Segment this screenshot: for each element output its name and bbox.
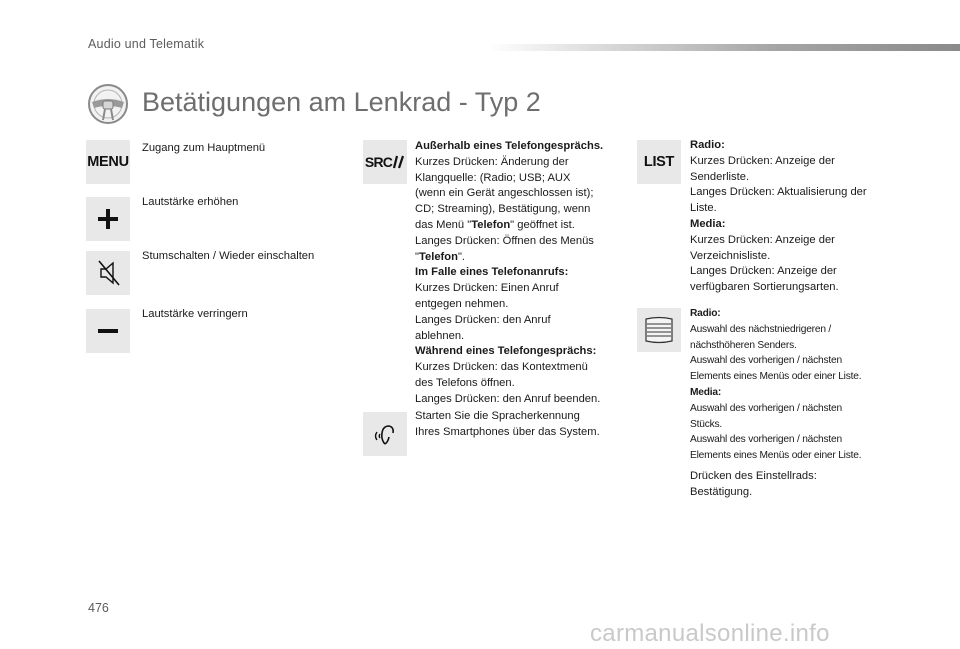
- thumbwheel-description-line: Auswahl des vorherigen / nächsten: [690, 355, 842, 367]
- src-description-line: das Menü "Telefon" geöffnet ist.: [415, 218, 575, 231]
- list-description-line: Liste.: [690, 202, 717, 215]
- thumbwheel-description-line: Auswahl des vorherigen / nächsten: [690, 402, 842, 414]
- voice-description-line: Ihres Smartphones über das System.: [415, 425, 600, 438]
- thumbwheel-press-description: [690, 469, 900, 501]
- menu-button-label: MENU: [87, 154, 129, 170]
- src-description-line: Langes Drücken: den Anruf: [415, 313, 551, 326]
- volume-up-description: Lautstärke erhöhen: [142, 196, 239, 208]
- list-description-line: Radio:: [690, 139, 725, 151]
- header-gradient-bar: [488, 44, 960, 51]
- list-button: [637, 140, 681, 184]
- src-description-line: "Telefon".: [415, 250, 466, 263]
- steering-wheel-icon: [86, 82, 130, 126]
- list-description-line: Senderliste.: [690, 170, 750, 183]
- page-number: 476: [88, 601, 109, 615]
- minus-icon: [97, 320, 119, 342]
- src-description-line: Klangquelle: (Radio; USB; AUX: [415, 171, 571, 184]
- src-description-line: Langes Drücken: Öffnen des Menüs: [415, 234, 594, 247]
- menu-description: Zugang zum Hauptmenü: [142, 142, 266, 154]
- thumbwheel-description-line: nächsthöheren Senders.: [690, 339, 797, 351]
- src-button-label: SRC: [364, 154, 393, 170]
- src-description-line: Während eines Telefongesprächs:: [415, 345, 597, 358]
- thumbwheel-description-line: Media:: [690, 386, 722, 398]
- volume-down-description: Lautstärke verringern: [142, 308, 248, 320]
- thumbwheel-press-line: Drücken des Einstellrads:: [690, 470, 817, 482]
- thumbwheel-button: [637, 308, 681, 352]
- src-description-line: CD; Streaming), Bestätigung, wenn: [415, 203, 591, 216]
- mute-button: [86, 251, 130, 295]
- phone-slash-icon: [393, 154, 405, 170]
- thumbwheel-description: [690, 306, 910, 464]
- mute-icon: [94, 258, 122, 288]
- thumbwheel-press-line: Bestätigung.: [690, 485, 753, 498]
- src-description-line: (wenn ein Gerät angeschlossen ist);: [415, 187, 594, 200]
- src-description-line: Kurzes Drücken: das Kontextmenü: [415, 361, 588, 374]
- src-description-line: Kurzes Drücken: Einen Anruf: [415, 282, 559, 295]
- src-description-line: entgegen nehmen.: [415, 297, 509, 310]
- voice-description: [415, 409, 625, 441]
- voice-command-button: [363, 412, 407, 456]
- list-description-line: Kurzes Drücken: Anzeige der: [690, 233, 835, 246]
- menu-button: [86, 140, 130, 184]
- thumbwheel-description-line: Stücks.: [690, 418, 723, 430]
- list-description-line: Langes Drücken: Anzeige der: [690, 265, 837, 278]
- src-description-line: des Telefons öffnen.: [415, 376, 515, 389]
- mute-description: Stumschalten / Wieder einschalten: [142, 250, 315, 262]
- watermark: carmanualsonline.info: [590, 620, 830, 647]
- list-description-line: Langes Drücken: Aktualisierung der: [690, 186, 867, 199]
- list-description: [690, 138, 900, 296]
- src-description-line: ablehnen.: [415, 329, 465, 342]
- section-header: Audio und Telematik: [88, 37, 205, 51]
- volume-up-button: [86, 197, 130, 241]
- src-description: [415, 139, 625, 408]
- thumbwheel-icon: [643, 316, 675, 344]
- list-button-label: LIST: [643, 154, 675, 170]
- src-description-line: Kurzes Drücken: Änderung der: [415, 155, 569, 168]
- list-description-line: Kurzes Drücken: Anzeige der: [690, 154, 835, 167]
- src-description-line: Im Falle eines Telefonanrufs:: [415, 266, 569, 279]
- voice-description-line: Starten Sie die Spracherkennung: [415, 410, 580, 422]
- plus-icon: [97, 208, 119, 230]
- thumbwheel-description-line: Elements eines Menüs oder einer Liste.: [690, 450, 862, 462]
- page-title: Betätigungen am Lenkrad - Typ 2: [142, 87, 541, 117]
- thumbwheel-description-line: Elements eines Menüs oder einer Liste.: [690, 371, 862, 383]
- src-description-line: Außerhalb eines Telefongesprächs.: [415, 140, 604, 152]
- list-description-line: verfügbaren Sortierungsarten.: [690, 281, 839, 294]
- src-button: [363, 140, 407, 184]
- thumbwheel-description-line: Auswahl des nächstniedrigeren /: [690, 323, 832, 335]
- thumbwheel-description-line: Auswahl des vorherigen / nächsten: [690, 434, 842, 446]
- list-description-line: Media:: [690, 217, 726, 230]
- list-description-line: Verzeichnisliste.: [690, 249, 771, 262]
- volume-down-button: [86, 309, 130, 353]
- thumbwheel-description-line: Radio:: [690, 308, 721, 319]
- voice-command-icon: [371, 420, 399, 448]
- src-description-line: Langes Drücken: den Anruf beenden.: [415, 392, 601, 405]
